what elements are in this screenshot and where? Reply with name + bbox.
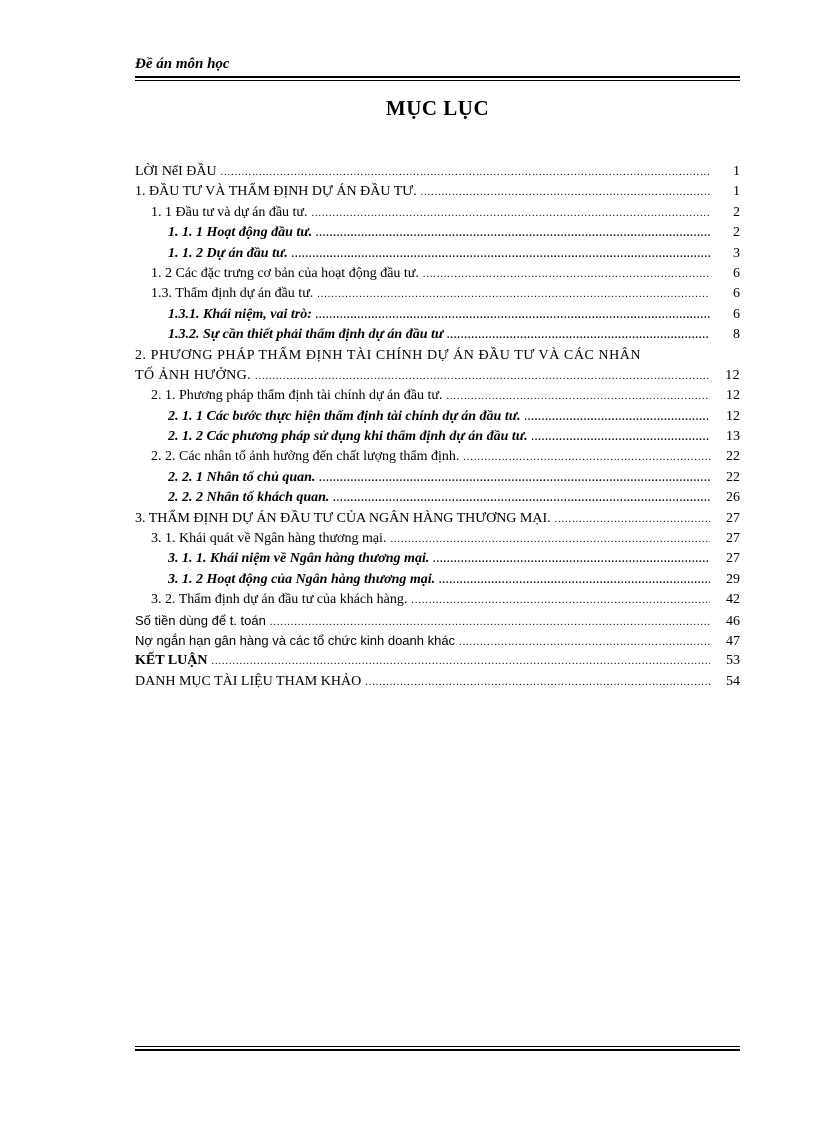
toc-entry-page: 42 (726, 592, 740, 608)
toc-entry-label: 2. 2. 2 Nhân tố khách quan. (168, 490, 330, 506)
footer-rule-bottom (135, 1049, 740, 1051)
toc-entry-page: 3 (733, 245, 740, 261)
toc-entry-page: 1 (733, 164, 740, 179)
toc-entry[interactable] (135, 164, 740, 184)
toc-entry-page: 2 (733, 204, 740, 220)
toc-entry[interactable] (135, 592, 740, 612)
toc-entry-label: 2. 2. Các nhân tố ảnh hưởng đến chất lượng thẩm định. (151, 449, 460, 465)
toc-entry-label: 1. ĐẦU TƯ VÀ THẨM ĐỊNH DỰ ÁN ĐẦU TƯ. (135, 184, 417, 200)
toc-entry-page: 27 (726, 510, 740, 526)
toc-entry[interactable] (135, 449, 740, 469)
toc-entry-label: 3. THẨM ĐỊNH DỰ ÁN ĐẦU TƯ CỦA NGÂN HÀNG THƯƠNG MẠI. (135, 510, 551, 526)
toc-entry[interactable] (135, 307, 740, 327)
toc-entry[interactable] (135, 205, 740, 225)
toc-entry-page: 6 (733, 306, 740, 322)
toc-entry-label-line1: 2. PHƯƠNG PHÁP THẨM ĐỊNH TÀI CHÍNH DỰ ÁN ĐẦU TƯ VÀ CÁC NHÂN (135, 347, 642, 363)
toc-entry-label: 3. 2. Thẩm định dự án đầu tư của khách hàng. (151, 592, 408, 608)
toc-entry[interactable] (135, 266, 740, 286)
toc-entry-page: 22 (726, 469, 740, 485)
header-rule-bottom (135, 80, 740, 81)
toc-entry[interactable] (135, 286, 740, 306)
toc-entry-label: 1. 2 Các đặc trưng cơ bản của hoạt động đầu tư. (151, 265, 419, 281)
toc-entry[interactable] (135, 470, 740, 490)
toc-entry-page: 8 (733, 327, 740, 343)
toc-entry-page: 27 (726, 531, 740, 547)
toc-entry-label: KẾT LUẬN (135, 653, 208, 669)
toc-entry-label: 1.3. Thẩm định dự án đầu tư. (151, 286, 314, 302)
toc-entry-page: 46 (726, 613, 740, 629)
toc-entry-label-line2: TỐ ẢNH HƯỞNG. (135, 367, 251, 383)
toc-entry-page: 2 (733, 225, 740, 241)
toc-entry[interactable] (135, 511, 740, 531)
table-of-contents (135, 164, 740, 694)
toc-entry-label: 2. 1. 1 Các bước thực hiện thẩm định tài chính dự án đầu tư. (168, 408, 521, 424)
toc-entry[interactable] (135, 409, 740, 429)
toc-entry-page: 12 (726, 408, 740, 424)
toc-entry-page: 54 (726, 673, 740, 689)
page-title: MỤC LỤC (385, 96, 490, 120)
toc-entry[interactable] (135, 490, 740, 510)
toc-entry-page: 22 (726, 449, 740, 465)
toc-entry[interactable] (135, 429, 740, 449)
toc-entry-page: 53 (726, 653, 740, 669)
toc-entry[interactable] (135, 674, 740, 694)
toc-entry-page: 29 (726, 571, 740, 587)
toc-entry-multiline[interactable] (135, 348, 740, 389)
toc-entry-page: 6 (733, 286, 740, 302)
toc-entry[interactable] (135, 572, 740, 592)
toc-entry[interactable] (135, 613, 740, 633)
toc-entry-label: DANH MỤC TÀI LIỆU THAM KHẢO (135, 673, 362, 689)
toc-entry-page: 26 (726, 490, 740, 506)
footer-rule-top (135, 1046, 740, 1047)
toc-entry-label: Nợ ngắn hạn gân hàng và các tổ chức kinh doanh khác (135, 632, 456, 648)
toc-entry-label: 2. 1. Phương pháp thẩm định tài chính dự án đầu tư. (151, 388, 443, 404)
toc-entry[interactable] (135, 531, 740, 551)
toc-entry-page: 27 (726, 551, 740, 567)
toc-entry-label: Số tiền dùng để t. toán (135, 612, 266, 628)
toc-entry-label: 1. 1. 1 Hoạt động đầu tư. (168, 225, 313, 241)
toc-entry-page: 13 (726, 429, 740, 445)
toc-entry[interactable] (135, 388, 740, 408)
toc-entry[interactable] (135, 225, 740, 245)
toc-entry-page: 47 (726, 633, 740, 649)
toc-entry[interactable] (135, 327, 740, 347)
toc-entry-page: 12 (726, 388, 740, 404)
toc-entry[interactable] (135, 633, 740, 653)
toc-entry-page: 1 (733, 184, 740, 200)
toc-entry[interactable] (135, 246, 740, 266)
toc-entry-label: 2. 1. 2 Các phương pháp sử dụng khi thẩm định dự án đầu tư. (168, 429, 528, 445)
toc-entry-label: LỜI NểI ĐẦU (135, 164, 217, 179)
toc-entry[interactable] (135, 551, 740, 571)
toc-entry[interactable] (135, 653, 740, 673)
toc-entry-label: 1.3.1. Khái niệm, vai trò: (168, 306, 312, 322)
toc-entry[interactable] (135, 184, 740, 204)
toc-entry-page: 12 (725, 367, 740, 383)
toc-entry-label: 3. 1. Khái quát về Ngân hàng thương mại. (151, 531, 387, 547)
toc-entry-label: 3. 1. 2 Hoạt động của Ngân hàng thương mại. (168, 571, 436, 587)
toc-entry-page: 6 (733, 265, 740, 281)
toc-entry-label: 3. 1. 1. Khái niệm về Ngân hàng thương mại. (168, 551, 430, 567)
toc-entry-label: 1. 1 Đầu tư và dự án đầu tư. (151, 204, 308, 220)
toc-entry-label: 1.3.2. Sự cần thiết phải thẩm định dự án đầu tư (168, 327, 444, 343)
toc-entry-label: 2. 2. 1 Nhân tố chủ quan. (168, 469, 316, 485)
toc-entry-label: 1. 1. 2 Dự án đầu tư. (168, 245, 288, 261)
header-rule-top (135, 76, 740, 78)
running-header: Đề án môn học (135, 56, 230, 72)
